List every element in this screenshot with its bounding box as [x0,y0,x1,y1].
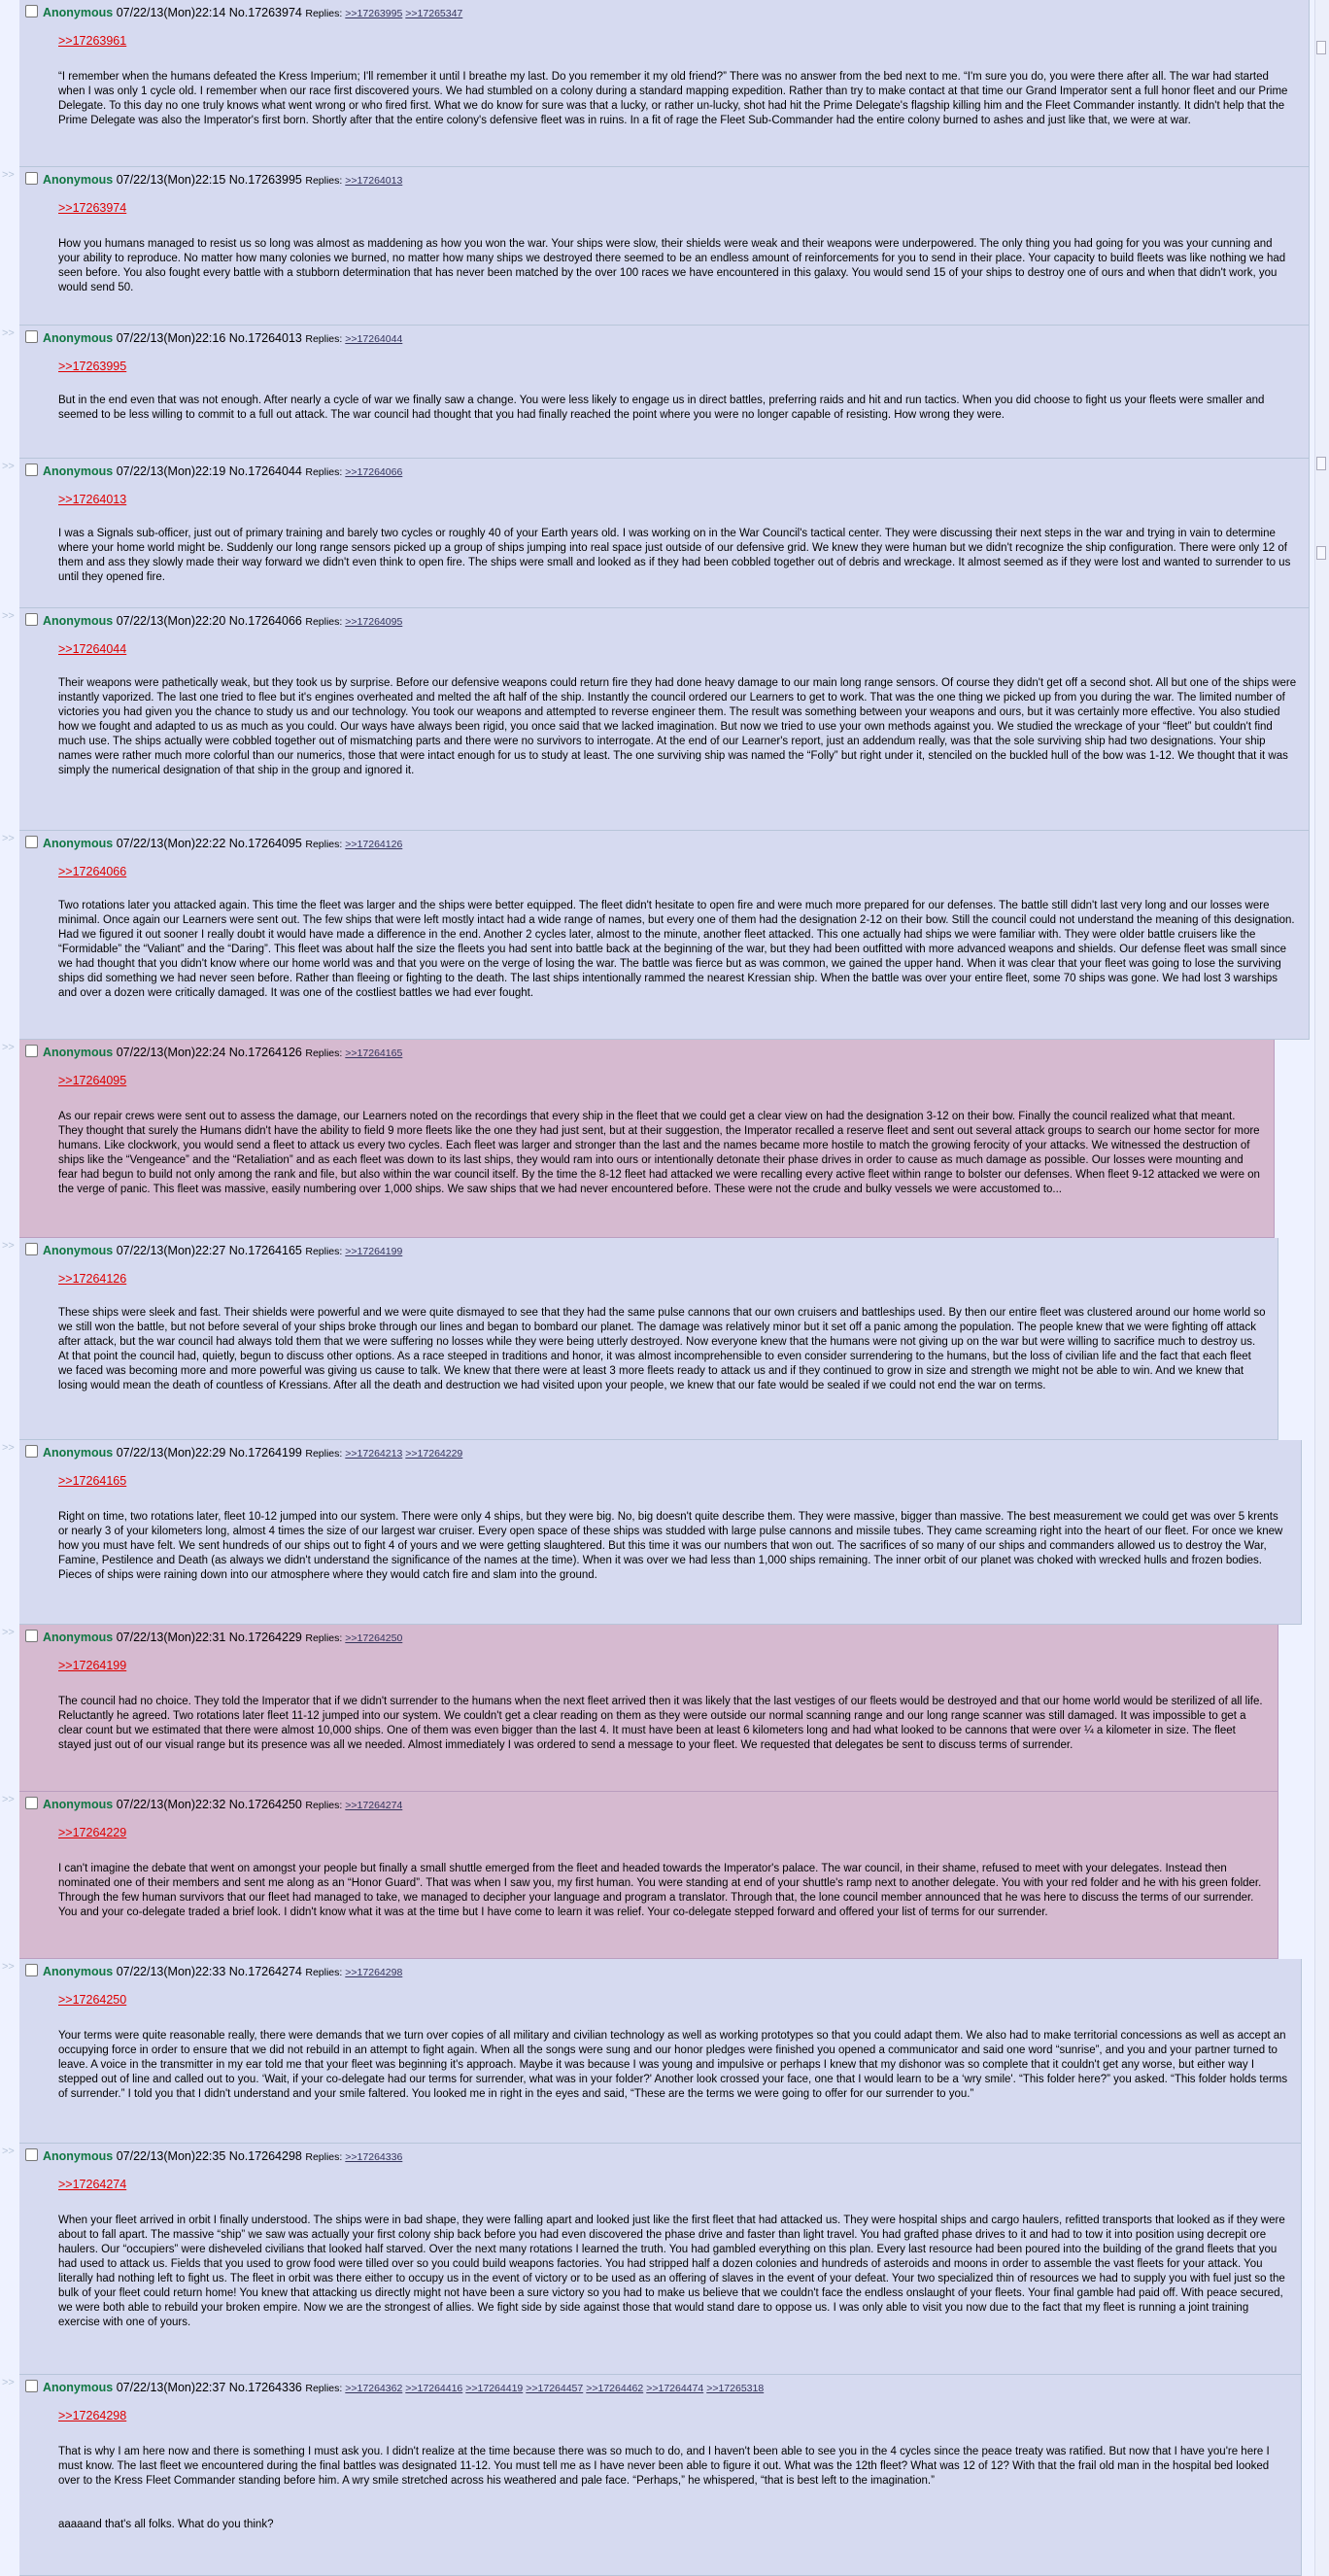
post-message [58,2445,1289,2532]
post-datetime: 07/22/13(Mon)22:33 [116,1965,226,1978]
side-arrows: >> [2,610,15,622]
post-datetime: 07/22/13(Mon)22:29 [116,1446,226,1460]
post-info [25,172,402,189]
quote-link[interactable]: >>17263961 [58,34,127,48]
reply-link[interactable]: >>17263995 [345,8,403,19]
post [0,2375,1329,2576]
post-checkbox[interactable] [25,2380,38,2392]
message-text: I was a Signals sub-officer, just out of primary training and barely two cycles or roughly 40 of your Earth years old. I was working on in the War Council's tactical center. They were discussing their next steps in the war and trying in vain to determine where your home world might be. Suddenly our long range sensors picked up a group of ships jumping into real space just outside of our defensive grid. We knew they were human but we didn't recognize the ship configuration. There were only 12 of them and ass they slowly made their way forward we didn't even think to open fire. The ships were small and looked as if they had been cobbled together out of debris and wreckage. It almost seemed as if they were lost and wanted to surrender to us until they opened fire. [58,528,1291,583]
post [0,326,1329,459]
post-checkbox[interactable] [25,330,38,343]
post-number[interactable]: No.17264199 [228,1446,302,1460]
side-arrows: >> [2,1042,15,1053]
post-info [25,1964,402,1980]
side-arrows: >> [2,2377,15,2388]
side-arrows: >> [2,1442,15,1454]
reply-link[interactable]: >>17264013 [345,175,403,187]
message-text: I can't imagine the debate that went on amongst your people but finally a small shuttle emerged from the fleet and headed towards the Imperator's palace. The war council, in their shame, refused to meet with your delegates. Instead then nominated one of their members and sent me along as an “Honor Guard”. That was when I saw you, my first human. You were standing at end of your shuttle's ramp next to another delegate. You with your red folder and he with his green folder. Through the few human survivors that our fleet had managed to take, we managed to decipher your language and program a translator. Through that, the lone council member announced that he was here to discuss the terms of our surrender. You and your co-delegate traded a brief look. I didn't know what it was at the time but I have come to learn it was relief. Your co-delegate stepped forward and offered your list of terms for our surrender. [58,1863,1262,1918]
replies-list [305,616,402,628]
message-text: How you humans managed to resist us so long was almost as maddening as how you won the war. Your ships were slow, their shields were weak and their weapons were underpowered. The only thing you had going for you was your cunning and your ability to reproduce. No matter how many colonies we burned, no matter how many ships we destroyed there seemed to be an endless amount of reinforcements for you to send in their place. Your capacity to build fleets was like nothing we had seen before. You also fought every battle with a stubborn determination that has never been matched by the over 100 races we have encountered in this galaxy. You would send 15 of your ships to destroy one of ours and when that didn't work, you would send 50. [58,238,1286,293]
side-arrows: >> [2,327,15,339]
poster-name: Anonymous [43,1798,114,1811]
post-datetime: 07/22/13(Mon)22:14 [116,6,226,19]
side-arrows: >> [2,1961,15,1973]
replies-label: Replies: [305,1967,343,1978]
post-info [25,1630,402,1646]
post-number[interactable]: No.17264298 [228,2149,302,2163]
post-number[interactable]: No.17263995 [228,173,302,187]
replies-label: Replies: [305,1800,343,1811]
post-message [58,2214,1289,2330]
reply-link[interactable]: >>17264457 [526,2383,584,2394]
reply-link[interactable]: >>17264462 [586,2383,644,2394]
post [0,1238,1329,1440]
post [0,0,1329,167]
post-info [25,836,402,852]
post [0,1959,1329,2144]
poster-name: Anonymous [43,331,114,345]
replies-list [305,1967,402,1978]
post-datetime: 07/22/13(Mon)22:15 [116,173,226,187]
reply-link[interactable]: >>17264165 [345,1048,403,1059]
scroll-thumb[interactable] [1316,546,1326,560]
reply-box [19,2375,1302,2576]
post-message [58,1862,1266,1920]
post-message [58,676,1297,778]
replies-list [305,175,402,187]
quote-link[interactable]: >>17264199 [58,1659,127,1672]
post-checkbox[interactable] [25,5,38,17]
post-info [25,5,462,21]
post-checkbox[interactable] [25,1045,38,1057]
reply-link[interactable]: >>17264274 [345,1800,403,1811]
message-text: When your fleet arrived in orbit I finally understood. The ships were in bad shape, they were falling apart and looked just like the first fleet that had attacked us. They were hospital ships and cargo haulers, refitted transports that looked as if they were about to fall apart. The massive “ship” we saw was actually your first colony ship back before you had even discovered the phase drive and faster than light travel. You had grafted phase drives to it and had to tow it into position using decrepit ore haulers. Our “occupiers” were disheveled civilians that looked half starved. Over the next many rotations I learned the truth. You had gambled everything on this plan. Every last resource had been poured into the building of the grand fleets that you had used to attack us. Fields that you used to grow food were tilled over so you could build weapons factories. You had stripped half a dozen colonies and hundreds of asteroids and moons in order to assemble the vast fleets for your attack. You literally had nothing left to fight us. The fleet in orbit was there either to occupy us in the event of victory or to be used as an offering of slaves in the event of your defeat. Your two specialized thin of resources we had to supply you with fuel just so the bulk of your fleet could return home! You knew that attacking us directly might not have been a sure victory so you had to make us believe that we couldn't face the endless onslaught of your fleets. Your final gamble had paid off. With peace secured, we were both able to rebuild your broken empire. Now we are the strongest of allies. We fight side by side against those that would stand dare to oppose us. I was only able to visit you now due to the fact that my fleet is running a joint training exercise with one of yours. [58,2215,1285,2328]
replies-label: Replies: [305,175,343,187]
reply-box [19,1238,1278,1440]
post-number[interactable]: No.17264095 [228,837,302,850]
post [0,2144,1329,2375]
post-info [25,2148,402,2165]
replies-list [305,2151,402,2163]
quote-link[interactable]: >>17264044 [58,642,127,656]
reply-box [19,1440,1302,1625]
replies-label: Replies: [305,466,343,478]
replies-list [305,466,402,478]
post-message [58,1306,1266,1393]
post-checkbox[interactable] [25,172,38,185]
replies-list [305,839,402,850]
side-arrows: >> [2,1240,15,1252]
reply-box [19,167,1310,326]
poster-name: Anonymous [43,1046,114,1059]
post-info [25,330,402,347]
scroll-up-arrow[interactable] [1316,457,1326,470]
replies-label: Replies: [305,616,343,628]
replies-label: Replies: [305,333,343,345]
reply-box [19,0,1310,167]
poster-name: Anonymous [43,2381,114,2394]
post [0,1440,1329,1625]
post-message [58,899,1297,1001]
reply-box [19,459,1310,608]
quote-link[interactable]: >>17264250 [58,1993,127,2007]
message-closing: aaaaand that's all folks. What do you think? [58,2519,274,2530]
post-datetime: 07/22/13(Mon)22:31 [116,1631,226,1644]
post-checkbox[interactable] [25,1797,38,1809]
reply-box [19,831,1310,1040]
post-datetime: 07/22/13(Mon)22:20 [116,614,226,628]
side-arrows: >> [2,461,15,472]
reply-link[interactable]: >>17264126 [345,839,403,850]
replies-list [305,8,462,19]
quote-link[interactable]: >>17263974 [58,201,127,215]
side-arrows: >> [2,1794,15,1805]
post [0,1625,1329,1792]
reply-link[interactable]: >>17264044 [345,333,403,345]
replies-list [305,1448,462,1460]
reply-box [19,1040,1275,1238]
scroll-thumb-top[interactable] [1316,41,1326,54]
quote-link[interactable]: >>17264274 [58,2178,127,2191]
post-number[interactable]: No.17264126 [228,1046,302,1059]
post-number[interactable]: No.17264044 [228,464,302,478]
message-text: “I remember when the humans defeated the Kress Imperium; I'll remember it until I breathe my last. Do you remember it my old friend?” There was no answer from the bed next to me. “I'm sure you do, you were there after all. The war had started when I was only 1 cycle old. I remember when our race first discovered yours. We had stumbled on a colony during a standard mapping expedition. Rather than try to make contact at that time our Grand Imperator sent a full honor fleet and our Prime Delegate. To this day no one truly knows what went wrong or who fired first. What we do know for sure was that a lucky, or rather un-lucky, shot had hit the Prime Delegate's flagship killing him and the Fleet Commander instantly. It didn't help that the Prime Delegate was also the Imperator's first born. Shortly after that the entire colony's defensive fleet was in ruins. In a fit of rage the Fleet Sub-Commander had the entire colony burned to ashes and just like that, we were at war. [58,71,1288,126]
reply-box [19,1959,1302,2144]
poster-name: Anonymous [43,2149,114,2163]
quote-link[interactable]: >>17263995 [58,360,127,373]
quote-link[interactable]: >>17264126 [58,1272,127,1286]
message-text: But in the end even that was not enough. After nearly a cycle of war we finally saw a change. You were less likely to engage us in direct battles, preferring raids and hit and run tactics. When you did choose to fight us your fleets were smaller and seemed to be less willing to commit to a full out attack. The war council had thought that you had finally reached the point where you were no longer capable of resisting. How wrong they were. [58,395,1265,421]
replies-label: Replies: [305,2383,343,2394]
post-number[interactable]: No.17264274 [228,1965,302,1978]
post-checkbox[interactable] [25,836,38,848]
poster-name: Anonymous [43,1965,114,1978]
reply-link[interactable]: >>17264298 [345,1967,403,1978]
reply-link[interactable]: >>17264095 [345,616,403,628]
reply-box [19,1792,1278,1959]
post [0,1792,1329,1959]
replies-label: Replies: [305,1246,343,1257]
message-text: Two rotations later you attacked again. This time the fleet was larger and the ships were better equipped. The fleet didn't hesitate to open fire and were much more prepared for our defenses. The battle still didn't last very long and our losses were minimal. Once again our Learners were sent out. The few ships that were left mostly intact had a wide range of names, but every one of them had the designation 2-12 on their bow. Still the council could not understand the meaning of this designation. Had we figured it out sooner I really doubt it would have made a difference in the end. Another 2 cycles later, almost to the minute, another fleet attacked. This one actually had ships we were familiar with. They were older battle cruisers like the “Formidable” the “Valiant” and the “Daring”. This fleet was about half the size the fleets you had sent into battle back at the beginning of the war, but they had been outfitted with more advanced weapons and shields. Our defense fleet was small since we had thought that you didn't know where our home world was and that you were on the verge of losing the war. The battle was fierce but as was common, we gained the upper hand. When it was clear that your fleet was going to lose the surviving ships did something we had never seen before. Rather than fleeing or fighting to the death. The last ships intentionally rammed the nearest Kressian ship. When the battle was over your entire fleet, some 70 ships was gone. We had lost 3 warships and over a dozen were critically damaged. It was one of the costliest battles we had ever fought. [58,900,1295,999]
scrollbar[interactable] [1314,0,1329,2576]
reply-link[interactable]: >>17265318 [706,2383,765,2394]
poster-name: Anonymous [43,1631,114,1644]
replies-label: Replies: [305,1448,343,1460]
post-number[interactable]: No.17264250 [228,1798,302,1811]
poster-name: Anonymous [43,6,114,19]
reply-box [19,1625,1278,1792]
post-message [58,1510,1289,1583]
post-datetime: 07/22/13(Mon)22:19 [116,464,226,478]
reply-link[interactable]: >>17264336 [345,2151,403,2163]
quote-link[interactable]: >>17264095 [58,1074,127,1087]
post-number[interactable]: No.17264013 [228,331,302,345]
post-message [58,1695,1266,1753]
message-text: As our repair crews were sent out to assess the damage, our Learners noted on the recordings that every ship in the fleet that we could get a clear view on had the designation 3-12 on their bow. Finally the council realized what that meant. They thought that surely the Humans didn't have the ability to field 9 more fleets like the one they had just sent, but at their suggestion, the Imperator recalled a reserve fleet and sent out several attack groups to search our home sector for more humans. Like clockwork, you would send a fleet to attack us every two cycles. Each fleet was larger and stronger than the last and the names became more hostile to match the growing ferocity of your attacks. We witnessed the destruction of ships like the “Vengeance” and the “Retaliation” and as each fleet was down to its last ships, they would ram into ours or intentionally detonate their phase drives in order to cause as much damage as possible. Our losses were mounting and fear had begun to build not only among the rank and file, but also within the war council itself. By the time the 8-12 fleet had attacked we were recalling every active fleet within range to bolster our defenses. When fleet 9-12 attacked we were on the verge of panic. This fleet was massive, easily numbering over 1,000 ships. We saw ships that we had never encountered before. These were not the crude and bulky vessels we were accustomed to... [58,1111,1260,1195]
reply-link[interactable]: >>17264250 [345,1632,403,1644]
replies-list [305,1800,402,1811]
replies-label: Replies: [305,8,343,19]
replies-list [305,1246,402,1257]
quote-link[interactable]: >>17264066 [58,865,127,878]
post-info [25,1797,402,1813]
message-text: Your terms were quite reasonable really, there were demands that we turn over copies of all military and civilian technology as well as working prototypes so that you could adapt them. We also had to make territorial concessions as well as accept an occupying force in order to ensure that we did not rebuild in an attempt to fight again. When all the songs were sung and our honor pledges were finished you opened a communicator and said one word “sunrise”, and you and your partner turned to leave. A voice in the transmitter in my ear told me that your fleet was beginning it's approach. Maybe it was because I was young and impulsive or perhaps I knew that my dishonor was so complete that it couldn't get any worse, but either way I stepped out of line and called out to you. ‘Wait, if your co-delegate had our terms for surrender, what was in your folder?' Another look crossed your face, one that I would learn to be a ‘wry smile'. “This folder here?” you asked. “This folder holds terms of surrender.” I told you that I didn't understand and your smile faltered. You looked me in right in the eyes and said, “These are the terms we were going to offer for our surrender to you.” [58,2030,1288,2100]
post-info [25,1445,462,1461]
post-message [58,1110,1262,1197]
replies-label: Replies: [305,839,343,850]
post-checkbox[interactable] [25,1630,38,1642]
message-text: Their weapons were pathetically weak, but they took us by surprise. Before our defensive weapons could return fire they had done heavy damage to our main long range sensors. Of course they didn't get off a second shot. All but one of the ships were instantly vaporized. The last one tried to flee but it's engines overheated and melted the aft half of the ship. Instantly the council ordered our Learners to get to work. That was the one thing we picked up from you during the war. The limited number of victories you had given you the chance to study us and our technology. You took our weapons and attempted to reverse engineer them. The result was something between your weapons and ours, but it was certainly more effective. You also studied how we fought and adapted to us as much as you could. Our ways have always been rigid, you once said that we lacked imagination. But now we tried to use your own methods against you. We studied the wreckage of your “fleet” but couldn't find much use. The ships actually were cobbled together out of mismatching parts and there were no survivors to interrogate. At the end of our Learner's report, just an addendum really, was that the sole surviving ship had two designations. Your ship names were rather much more colorful than our numerics, those that were intact enough for us to study at least. The one surviving ship was named the “Folly” but right under it, stenciled on the buckled hull of the bow was 1-12. We thought that it was simply the numerical designation of that ship in the group and ignored it. [58,677,1297,776]
post-checkbox[interactable] [25,1445,38,1458]
poster-name: Anonymous [43,1244,114,1257]
poster-name: Anonymous [43,464,114,478]
post-message [58,237,1297,295]
quote-link[interactable]: >>17264013 [58,493,127,506]
post-checkbox[interactable] [25,464,38,476]
reply-box [19,2144,1302,2375]
post-checkbox[interactable] [25,2148,38,2161]
post-number[interactable]: No.17264336 [228,2381,302,2394]
post-number[interactable]: No.17264165 [228,1244,302,1257]
post-message [58,2029,1289,2102]
replies-label: Replies: [305,1048,343,1059]
post-datetime: 07/22/13(Mon)22:22 [116,837,226,850]
post-checkbox[interactable] [25,1243,38,1255]
post-info [25,1045,402,1061]
reply-link[interactable]: >>17264474 [646,2383,704,2394]
post-datetime: 07/22/13(Mon)22:27 [116,1244,226,1257]
reply-link[interactable]: >>17264362 [345,2383,403,2394]
post-message [58,394,1297,423]
quote-link[interactable]: >>17264229 [58,1826,127,1839]
post-number[interactable]: No.17264066 [228,614,302,628]
message-text: That is why I am here now and there is something I must ask you. I didn't realize at the time because there was so much to do, and I haven't been able to see you in the 4 cycles since the peace treaty was ratified. But now that I have you're here I must know. The last fleet we encountered during the final battles was designated 11-12. You must tell me as I have never been able to figure it out. What was the 12th fleet? What was 12 of 12? With that the frail old man in the hospital bed looked over to the Kress Fleet Commander standing before him. A wry smile stretched across his weathered and pale face. “Perhaps,” he whispered, “that is best left to the imagination.” [58,2446,1270,2487]
replies-list [305,333,402,345]
poster-name: Anonymous [43,1446,114,1460]
replies-list [305,1632,402,1644]
replies-label: Replies: [305,2151,343,2163]
post-number[interactable]: No.17263974 [228,6,302,19]
quote-link[interactable]: >>17264298 [58,2409,127,2422]
post-checkbox[interactable] [25,613,38,626]
quote-link[interactable]: >>17264165 [58,1474,127,1488]
post [0,167,1329,326]
reply-link[interactable]: >>17264213 [345,1448,403,1460]
side-arrows: >> [2,169,15,181]
side-arrows: >> [2,833,15,844]
post-info [25,1243,402,1259]
post-number[interactable]: No.17264229 [228,1631,302,1644]
post-info [25,613,402,630]
post-checkbox[interactable] [25,1964,38,1976]
message-text: These ships were sleek and fast. Their shields were powerful and we were quite dismayed to see that they had the same pulse cannons that our own cruisers and battleships used. By then our entire fleet was clustered around our home world so we still won the battle, but not before several of your ships broke through our lines and began to bombard our planet. The damage was relatively minor but it set off a panic among the population. The people knew that we were fighting off attack after attack, but the war council had always told them that we were suffering no losses while they were being utterly destroyed. Now everyone knew that the humans were not giving up on the war but were willing to sacrifice much to destroy us. At that point the council had, quietly, begun to discuss other options. As a race steeped in traditions and honor, it was almost incomprehensible to even consider surrendering to the humans, but the loss of civilian life and the fact that each fleet we faced was becoming more and more powerful was giving us cause to talk. We knew that there were at least 3 more fleets ready to attack us and if they continued to grow in size and strength we might not be able to win. And we knew that losing would mean the death of countless of Kressians. After all the death and destruction we had visited upon your people, we knew that our fate would be sealed if we could not end the war on terms. [58,1307,1266,1391]
reply-box [19,326,1310,459]
reply-link[interactable]: >>17264419 [465,2383,524,2394]
post-datetime: 07/22/13(Mon)22:16 [116,331,226,345]
side-arrows: >> [2,2146,15,2157]
post-datetime: 07/22/13(Mon)22:37 [116,2381,226,2394]
post-datetime: 07/22/13(Mon)22:35 [116,2149,226,2163]
message-text: Right on time, two rotations later, fleet 10-12 jumped into our system. There were only 4 ships, but they were big. No, big doesn't quite describe them. They were massive, bigger than massive. The best measurement we could get was over 5 krents or nearly 3 of your kilometers long, almost 4 times the size of our largest war cruiser. Every open space of these ships was studded with large pulse cannons and missile tubes. They came screaming right into the heart of our fleet. For once we knew how you must have felt. We sent hundreds of our ships out to fight 4 of yours and we were getting slaughtered. But this time it was our numbers that won out. The sacrifices of so many of our ships and commanders allowed us to destroy the War, Famine, Pestilence and Death (as always we didn't understand the significance of the names at the time). When it was over we had less than 1,000 ships remaining. The inner orbit of our planet was choked with wrecked hulls and frozen bodies. Pieces of ships were raining down into our atmosphere where they would catch fire and slam into the ground. [58,1511,1283,1581]
replies-list [305,1048,402,1059]
replies-label: Replies: [305,1632,343,1644]
post [0,459,1329,608]
poster-name: Anonymous [43,614,114,628]
post-message [58,527,1297,585]
reply-link[interactable]: >>17264066 [345,466,403,478]
reply-link[interactable]: >>17265347 [405,8,463,19]
post [0,1040,1329,1238]
message-text: The council had no choice. They told the Imperator that if we didn't surrender to the humans when the next fleet arrived then it was likely that the last vestiges of our fleets would be destroyed and that our home world would be sterilized of all life. Reluctantly he agreed. Two rotations later fleet 11-12 jumped into our system. We couldn't get a clear reading on them as they were outside our normal scanning range and our long range scanner was still damaged. It was impossible to get a clear count but we estimated that there were almost 10,000 ships. One of them was even bigger than the last 4. It must have been at least 6 kilometers long and had what looked to be cannons that were over ¼ a kilometer in size. The fleet stayed just out of our visual range but its presence was all we needed. Almost immediately I was ordered to send a message to your fleet. We requested that delegates be sent to discuss terms of surrender. [58,1696,1263,1751]
post-message [58,70,1297,128]
post-info [25,2380,764,2396]
post [0,608,1329,831]
replies-list [305,2383,764,2394]
reply-link[interactable]: >>17264229 [405,1448,463,1460]
reply-link[interactable]: >>17264199 [345,1246,403,1257]
side-arrows: >> [2,1627,15,1638]
post-datetime: 07/22/13(Mon)22:24 [116,1046,226,1059]
reply-link[interactable]: >>17264416 [405,2383,463,2394]
poster-name: Anonymous [43,837,114,850]
post-info [25,464,402,480]
post [0,831,1329,1040]
post-datetime: 07/22/13(Mon)22:32 [116,1798,226,1811]
poster-name: Anonymous [43,173,114,187]
reply-box [19,608,1310,831]
